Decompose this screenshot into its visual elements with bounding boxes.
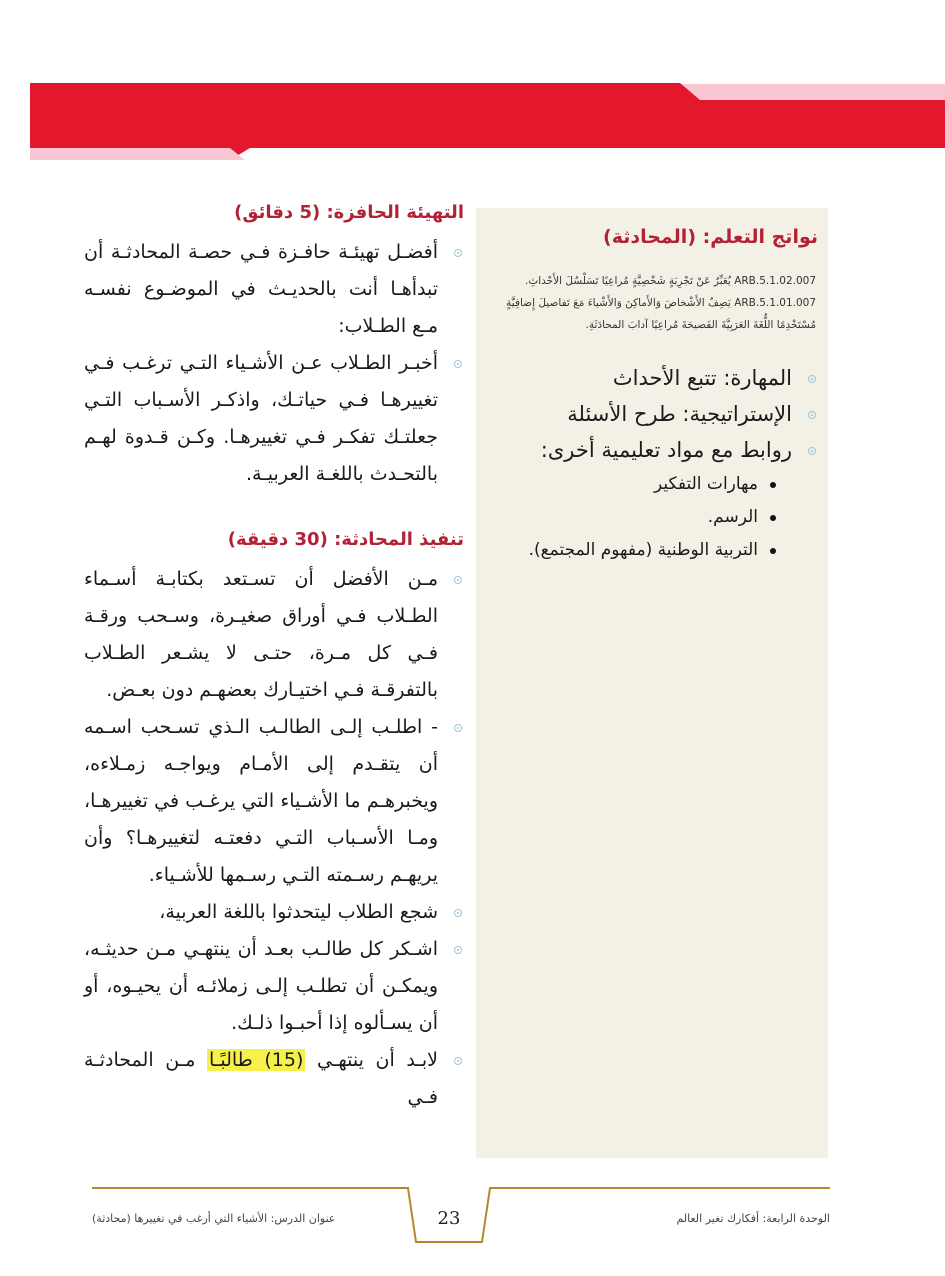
banner-pink-bottom-strip [30,148,245,160]
skills-list [488,360,818,567]
strategy-item: الإستراتيجية: طرح الأسئلة [488,396,818,432]
bullet-icon [808,375,816,383]
list-item: الرسم. [488,501,778,534]
footer-unit: الوحدة الرابعة: أفكارك تغير العالم [676,1212,830,1225]
execution-title: تنفيذ المحادثة: [334,529,464,550]
motivation-heading [84,200,464,226]
lesson-procedure [84,200,464,1116]
header-banner [0,0,945,170]
motivation-title: التهيئة الحافزة: [326,202,464,223]
execution-list [84,561,464,1116]
outcome-item [486,292,816,336]
list-item: التربية الوطنية (مفهوم المجتمع). [488,534,778,567]
outcome-code: ARB.5.1.02.007 [734,275,816,287]
outcome-item [486,270,816,292]
list-item: - اطلـب إلـى الطالـب الـذي تسـحب اسـمه أن يتقـدم إلى الأمـام ويواجـه زمـلاءه، ويخبرهـم ما الأشـياء التي يرغـب في تغييرهـا، ومـا الأسـباب التـي دفعتـه لتغييرهـا؟ وأن يريهـم رسـمته التـي رسـمها للأشـياء. [84,709,464,894]
motivation-time: (5 دقائق) [234,202,321,223]
bullet-icon [454,576,462,584]
execution-heading [84,527,464,553]
links-sublist [488,468,818,567]
outcomes-list [486,270,816,336]
highlighted-count: (15) طالبًـا [209,1049,304,1071]
bullet-icon [454,909,462,917]
motivation-list [84,234,464,493]
page-number: 23 [437,1208,461,1229]
bullet-icon [808,411,816,419]
bullet-icon [808,447,816,455]
list-item: أخبـر الطـلاب عـن الأشـياء التـي ترغـب فـي تغييرهـا فـي حياتـك، واذكـر الأسـباب التـي جعلتـك تفكـر فـي تغييرهـا. وكـن قـدوة لهـم بالتحـدث باللغـة العربيـة. [84,345,464,493]
outcome-text: يَصِفُ الأَشْخاصَ وَالأَماكِنَ وَالأَشْياءَ مَعَ تَفاصيلَ إِضافِيَّةٍ مُسْتَخْدِمًا اللُّغَةَ العَرَبِيَّةَ الفَصيحَةَ مُراعِيًا آدابَ المحادَثَةِ. [506,297,816,331]
list-item: لابـد أن ينتهـي (15) طالبًـا مـن المحادثـة فـي [84,1042,464,1116]
links-item: روابط مع مواد تعليمية أخرى: [488,432,818,468]
outcomes-title: نواتج التعلم: (المحادثة) [603,226,818,248]
execution-time: (30 دقيقة) [227,529,328,550]
list-item: شجع الطلاب ليتحدثوا باللغة العربية، [84,894,464,931]
footer-lesson: عنوان الدرس: الأشياء التي أرغب في تغييرها (محادثة) [92,1212,336,1225]
bullet-icon [454,724,462,732]
bullet-icon [454,1057,462,1065]
bullet-icon [454,360,462,368]
banner-pink-top-strip [680,84,945,100]
skill-item: المهارة: تتبع الأحداث [488,360,818,396]
list-item: مـن الأفضل أن تسـتعد بكتابـة أسـماء الطـلاب فـي أوراق صغيـرة، وسـحب ورقـة فـي كل مـرة، حتـى لا يشـعر الطـلاب بالتفرقـة فـي اختيـارك بعضهـم دون بعـض. [84,561,464,709]
outcome-text: يُعَبِّرُ عَنْ تَجْرِبَةٍ شَخْصِيَّةٍ مُراعِيًا تَسَلْسُلَ الأَحْداثِ. [525,275,731,287]
outcome-code: ARB.5.1.01.007 [734,297,816,309]
bullet-icon [454,946,462,954]
bullet-icon [454,249,462,257]
learning-outcomes-panel [476,208,828,1158]
list-item: اشـكر كل طالـب بعـد أن ينتهـي مـن حديثـه، ويمكـن أن تطلـب إلـى زملائـه أن يحيـوه، أو أن يسـألوه إذا أحبـوا ذلـك. [84,931,464,1042]
list-item: أفضـل تهيئـة حافـزة فـي حصـة المحادثـة أن تبدأهـا أنت بالحديـث في الموضـوع نفسـه مـع الطـلاب: [84,234,464,345]
list-item: مهارات التفكير [488,468,778,501]
